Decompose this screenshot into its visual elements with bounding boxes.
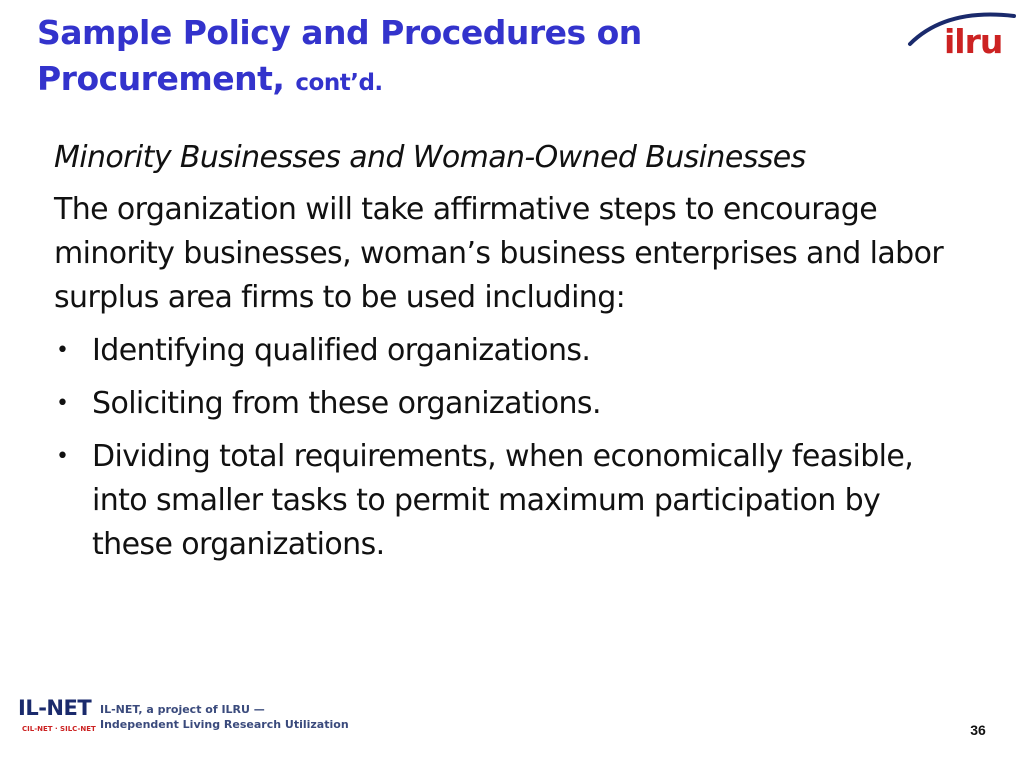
bullet-icon: • xyxy=(56,444,69,469)
title-suffix: cont’d. xyxy=(295,70,383,96)
slide-content xyxy=(54,136,954,567)
bullet-icon: • xyxy=(56,391,69,416)
slide-title xyxy=(37,10,757,106)
intro-paragraph: The organization will take affirmative steps to encourage minority businesses, woman’s business enterprises and labor surplus area firms to be used including: xyxy=(54,192,944,315)
list-item xyxy=(54,435,954,567)
section-subheading: Minority Businesses and Woman-Owned Businesses xyxy=(54,140,806,175)
list-item-text: Identifying qualified organizations. xyxy=(92,333,591,368)
il-net-brand: IL-NET xyxy=(18,696,92,720)
footer-tagline-1: IL-NET, a project of ILRU — xyxy=(100,703,265,716)
title-main: Sample Policy and Procedures on Procurement, xyxy=(37,13,642,98)
footer-tagline-2: Independent Living Research Utilization xyxy=(100,718,349,731)
bullet-icon: • xyxy=(56,338,69,363)
list-item-text: Soliciting from these organizations. xyxy=(92,386,601,421)
page-number: 36 xyxy=(970,722,986,738)
list-item xyxy=(54,329,954,373)
list-item xyxy=(54,382,954,426)
list-item-text: Dividing total requirements, when economically feasible, into smaller tasks to permit maximum participation by these organizations. xyxy=(92,439,914,562)
bullet-list xyxy=(54,329,954,567)
logo-text: ilru xyxy=(944,22,1003,61)
il-net-footer-logo xyxy=(18,696,349,740)
ilru-logo xyxy=(906,6,1018,66)
il-net-sub-brand: CIL-NET · SILC-NET xyxy=(22,725,96,733)
